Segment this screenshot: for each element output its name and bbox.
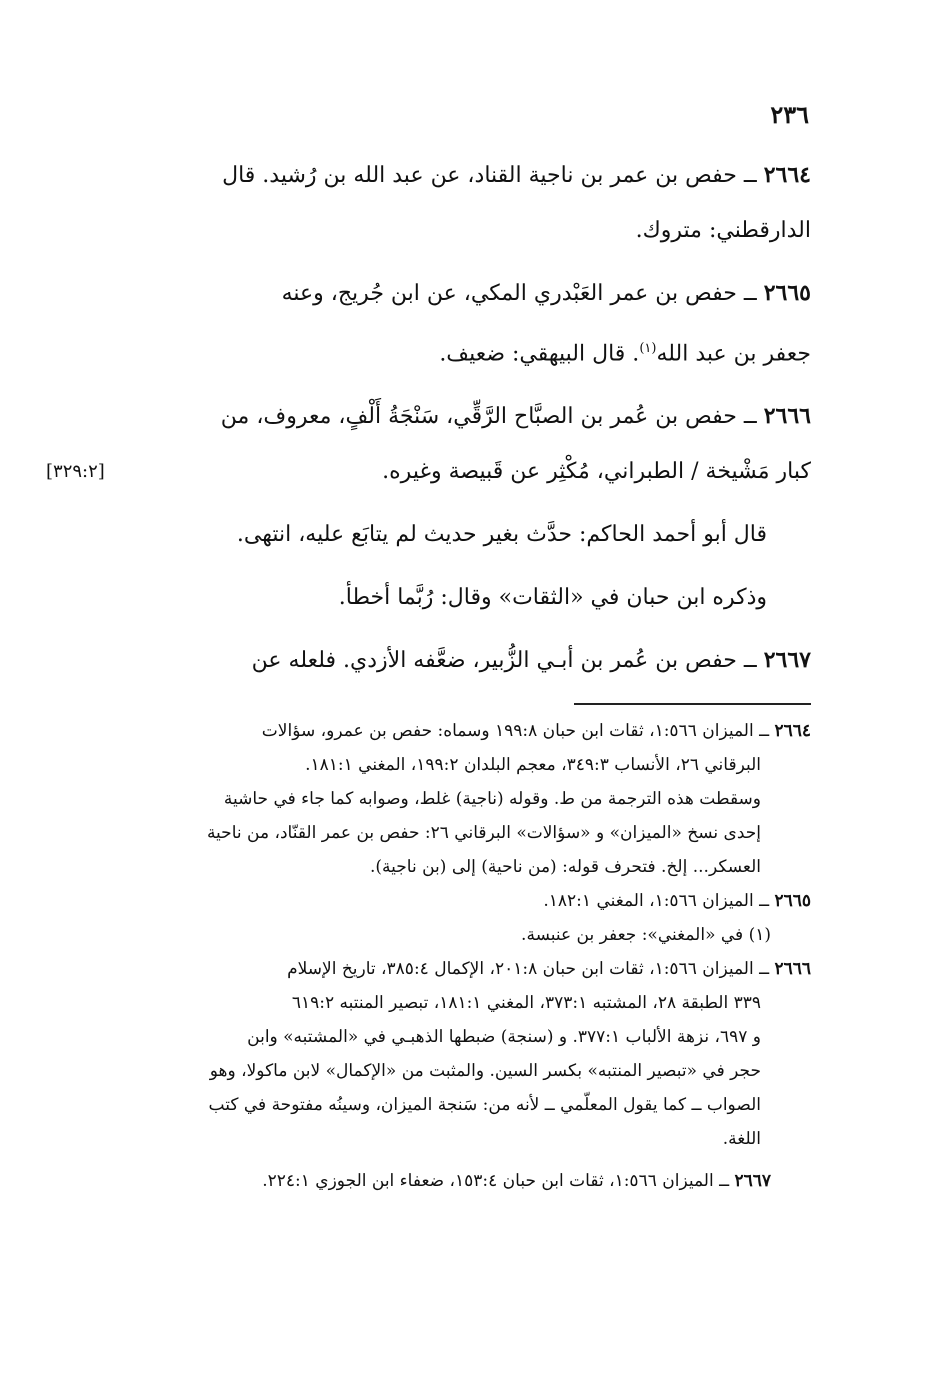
entry-line: [46, 444, 811, 499]
note-text: ــ الميزان ١:٥٦٦، ثقات ابن حبان ٢٠١:٨، الإكمال ٣٨٥:٤، تاريخ الإسلام: [287, 959, 770, 979]
entry-line: الدارقطني: متروك.: [635, 218, 811, 243]
note-line: الصواب ــ كما يقول المعلّمي ــ لأنه من: سَنجة الميزان، وسينُه مفتوحة في كتب: [208, 1095, 761, 1115]
page-number: ٢٣٦: [770, 100, 809, 129]
note-line: البرقاني ٢٦، الأنساب ٣٤٩:٣، معجم البلدان ١٩٩:٢، المغني ١٨١:١.: [305, 755, 761, 775]
note-line: إحدى نسخ «الميزان» و «سؤالات» البرقاني ٢٦: حفص بن عمر القنّاد، من ناحية: [206, 823, 761, 843]
margin-page-reference: [٣٢٩:٢]: [46, 461, 105, 483]
entry-number: ٢٦٦٤: [763, 162, 811, 188]
note-text: ــ الميزان ١:٥٦٦، ثقات ابن حبان ١٩٩:٨ وسماه: حفص بن عمرو، سؤالات: [261, 721, 770, 741]
entry-2665: [76, 266, 811, 381]
entry-text: ــ حفص بن عُمر بن الصبَّاح الرَّقِّي، سَنْجَةُ أَلْفٍ، معروف، من: [220, 404, 757, 430]
note-line: و ٦٩٧، نزهة الألباب ٣٧٧:١. و (سنجة) ضبطها الذهبـي في «المشتبه» وابن: [247, 1027, 761, 1047]
note-line: ٣٣٩ الطبقة ٢٨، المشتبه ٣٧٣:١، المغني ١٨١:١، تبصير المنتبه ٦١٩:٢: [291, 993, 761, 1013]
note-line: حجر في «تبصير المنتبه» بكسر السين. والمثبت من «الإكمال» لابن ماكولا، وهو: [209, 1061, 761, 1081]
note-text: ــ الميزان ١:٥٦٦، المغني ١٨٢:١.: [543, 891, 770, 911]
entry-line: [76, 321, 811, 381]
note-2665: [116, 884, 811, 918]
entry-text: ــ حفص بن عمر العَبْدري المكي، عن ابن جُريج، وعنه: [281, 281, 757, 306]
footnote-divider: [574, 703, 811, 705]
note-number: ٢٦٦٤: [774, 721, 811, 741]
entry-text: ــ حفص بن عمر بن ناجية القناد، عن عبد الله بن رُشيد. قال: [222, 163, 757, 188]
note-2664: [116, 714, 811, 748]
entry-line: [76, 148, 811, 203]
quote-paragraph: وذكره ابن حبان في «الثقات» وقال: رُبَّما أخطأ.: [338, 585, 767, 611]
entry-line: [76, 633, 811, 688]
entry-number: ٢٦٦٦: [763, 403, 811, 430]
entry-text: جعفر بن عبد الله: [656, 341, 811, 367]
entry-text: . قال البيهقي: ضعيف.: [439, 341, 640, 367]
footnote-marker: (١): [639, 341, 657, 356]
main-text: [46, 148, 811, 696]
note-number: ٢٦٦٥: [774, 891, 811, 911]
note-number: ٢٦٦٦: [774, 959, 811, 979]
note-text: ــ الميزان ١:٥٦٦، ثقات ابن حبان ١٥٣:٤، ضعفاء ابن الجوزي ٢٢٤:١.: [262, 1171, 730, 1191]
entry-line: [76, 389, 811, 444]
entry-text: ــ حفص بن عُمر بن أبـي الزُّبير، ضعَّفه الأزدي. فلعله عن: [251, 648, 757, 674]
note-number: ٢٦٦٧: [734, 1171, 771, 1191]
quote-paragraph: قال أبو أحمد الحاكم: حدَّث بغير حديث لم يتابَع عليه، انتهى.: [236, 522, 767, 548]
note-line: [116, 714, 811, 748]
entry-text: كبار مَشْيخة / الطبراني، مُكْثِر عن قَبيصة وغيره.: [382, 459, 811, 485]
note-line: اللغة.: [722, 1129, 761, 1149]
entry-2664: [76, 148, 811, 258]
entry-2666: [46, 389, 811, 499]
footnote-1: (١) في «المغني»: جعفر بن عنبسة.: [521, 925, 771, 945]
note-line: العسكر... إلخ. فتحرف قوله: (من ناحية) إلى (بن ناجية).: [370, 857, 761, 877]
entry-number: ٢٦٦٥: [763, 280, 811, 306]
note-line: وسقطت هذه الترجمة من ط. وقوله (ناجية) غلط، وصوابه كما جاء في حاشية: [223, 789, 761, 809]
entry-line: [76, 266, 811, 321]
note-2667: [116, 1164, 811, 1198]
footnotes: [116, 714, 811, 1198]
entry-number: ٢٦٦٧: [763, 647, 811, 674]
note-2666: [116, 952, 811, 986]
entry-2667: [76, 633, 811, 688]
